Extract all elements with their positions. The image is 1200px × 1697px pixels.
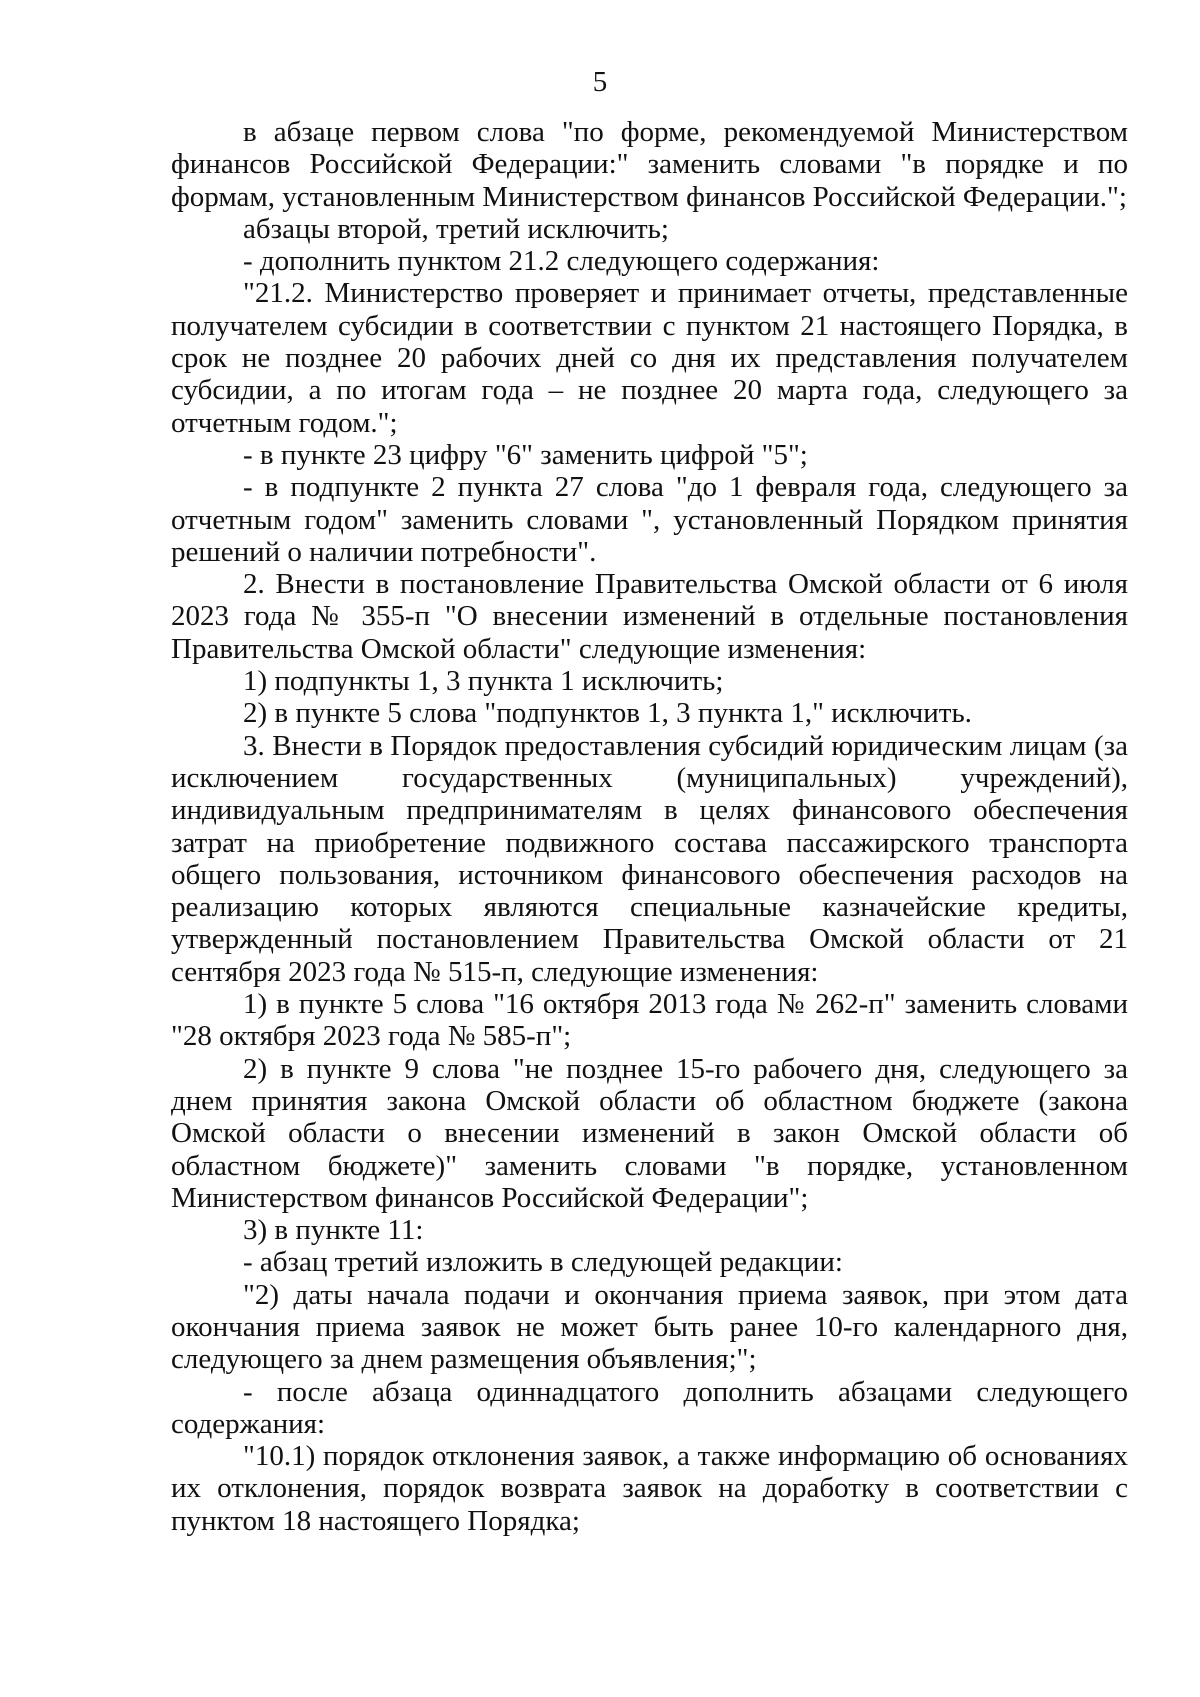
paragraph-7: 2. Внести в постановление Правительства Омской области от 6 июля 2023 года № 355-п "О внесении изменений в отдельные постановления Правительства Омской области" следующие изменения: [171,568,1128,665]
paragraph-8: 1) подпункты 1, 3 пункта 1 исключить; [243,665,724,698]
paragraph-10: 3. Внести в Порядок предоставления субсидий юридическим лицам (за исключением государственных (муниципальных) учреждений), индивидуальным предпринимателям в целях финансового обеспечения затрат на приобретение подвижного состава пассажирского транспорта общего пользования, источником финансового обеспечения расходов на реализацию которых являются специальные казначейские кредиты, утвержденный постановлением Правительства Омской области от 21 сентября 2023 года № 515-п, следующие изменения: [171,729,1128,988]
page-number: 5 [592,66,608,98]
paragraph-3: - дополнить пунктом 21.2 следующего содержания: [243,245,880,278]
paragraph-12: 2) в пункте 9 слова "не позднее 15-го рабочего дня, следующего за днем принятия закона Омской области об областном бюджете (закона Омской области о внесении изменений в закон Омской области об областном бюджете)" заменить словами "в порядке, установленном Министерством финансов Российской Федерации"; [171,1052,1128,1214]
paragraph-6: - в подпункте 2 пункта 27 слова "до 1 февраля года, следующего за отчетным годом" заменить словами ", установленный Порядком принятия решений о наличии потребности". [171,471,1128,568]
paragraph-14: - абзац третий изложить в следующей редакции: [243,1246,843,1279]
paragraph-4: "21.2. Министерство проверяет и принимает отчеты, представленные получателем субсидии в соответствии с пунктом 21 настоящего Порядка, в срок не позднее 20 рабочих дней со дня их представления получателем субсидии, а по итогам года – не позднее 20 марта года, следующего за отчетным годом."; [171,277,1128,439]
paragraph-16: - после абзаца одиннадцатого дополнить абзацами следующего содержания: [171,1375,1128,1440]
paragraph-5: - в пункте 23 цифру "6" заменить цифрой "5"; [243,438,808,471]
paragraph-2: абзацы второй, третий исключить; [243,212,669,245]
paragraph-13: 3) в пункте 11: [243,1214,424,1247]
paragraph-1: в абзаце первом слова "по форме, рекомендуемой Министерством финансов Российской Федерации:" заменить словами "в порядке и по формам, установленным Министерством финансов Российской Федерации."; [171,116,1128,213]
paragraph-17: "10.1) порядок отклонения заявок, а также информацию об основаниях их отклонения, порядок возврата заявок на доработку в соответствии с пунктом 18 настоящего Порядка; [171,1440,1128,1537]
document-body [171,116,1128,1537]
paragraph-15: "2) даты начала подачи и окончания приема заявок, при этом дата окончания приема заявок не может быть ранее 10-го календарного дня, следующего за днем размещения объявления;"; [171,1278,1128,1376]
paragraph-11: 1) в пункте 5 слова "16 октября 2013 года № 262-п" заменить словами "28 октября 2023 года № 585-п"; [171,988,1128,1053]
paragraph-9: 2) в пункте 5 слова "подпунктов 1, 3 пункта 1," исключить. [243,697,972,730]
